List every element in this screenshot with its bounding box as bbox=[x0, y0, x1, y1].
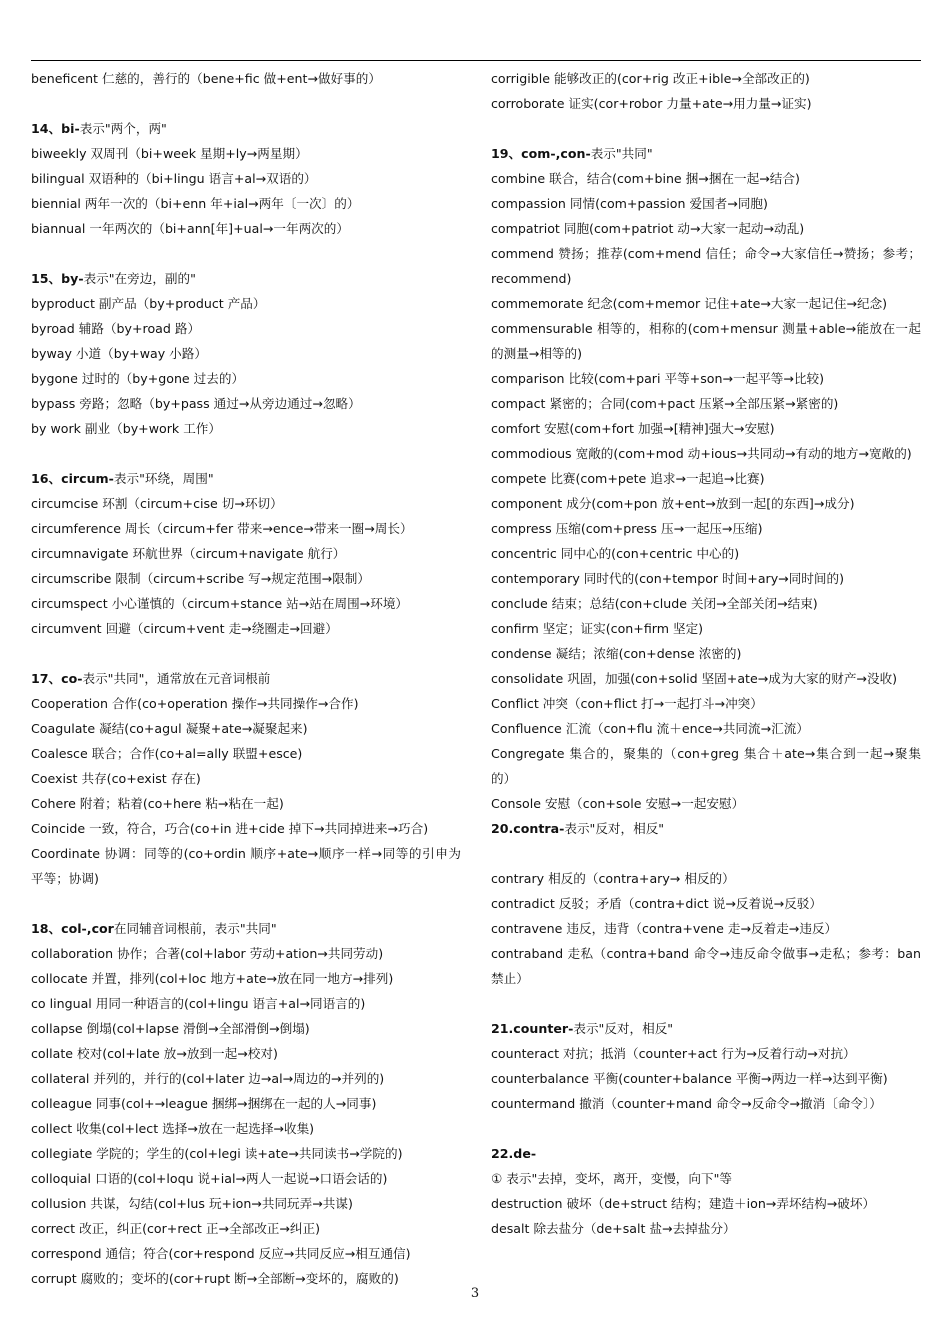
vocab-entry: circumference 周长（circum+fer 带来→ence→带来一圈→周长） bbox=[31, 521, 413, 536]
spacer bbox=[491, 1116, 921, 1141]
right-column bbox=[491, 66, 921, 1241]
section-heading bbox=[491, 141, 921, 166]
section-description: 在同辅音词根前，表示"共同" bbox=[113, 921, 277, 936]
vocab-entry: Cohere 附着；粘着(co+here 粘→粘在一起) bbox=[31, 796, 284, 811]
vocab-entry: ① 表示"去掉，变坏，离开，变慢，向下"等 bbox=[491, 1171, 732, 1186]
vocab-entry: commensurable 相等的，相称的(com+mensur 测量+able→能放在一起的测量→相等的) bbox=[491, 321, 921, 361]
vocab-entry: collate 校对(col+late 放→放到一起→校对) bbox=[31, 1046, 278, 1061]
section-heading bbox=[31, 916, 461, 941]
vocab-entry: commemorate 纪念(com+memor 记住+ate→大家一起记住→纪念) bbox=[491, 296, 888, 311]
vocab-entry: contemporary 同时代的(con+tempor 时间+ary→同时间的) bbox=[491, 571, 845, 586]
vocab-entry: component 成分(com+pon 放+ent→放到一起[的东西]→成分) bbox=[491, 496, 855, 511]
vocab-entry: commodious 宽敞的(com+mod 动+ious→共同动→有动的地方→宽敞的) bbox=[491, 446, 912, 461]
vocab-entry: corrigible 能够改正的(cor+rig 改正+ible→全部改正的) bbox=[491, 71, 810, 86]
section-prefix: 14、bi- bbox=[31, 121, 80, 136]
section-description: 表示"环绕，周围" bbox=[113, 471, 214, 486]
section-heading bbox=[491, 816, 921, 841]
section-prefix: 21.counter- bbox=[491, 1021, 574, 1036]
section-prefix: 17、co- bbox=[31, 671, 83, 686]
vocab-entry: compete 比赛(com+pete 追求→一起追→比赛) bbox=[491, 471, 765, 486]
vocab-entry: bilingual 双语种的（bi+lingu 语言+al→双语的） bbox=[31, 171, 317, 186]
vocab-entry: contrary 相反的（contra+ary→ 相反的） bbox=[491, 871, 735, 886]
vocab-entry: commend 赞扬；推荐(com+mend 信任；命令→大家信任→赞扬；参考；recommend) bbox=[491, 246, 921, 286]
section-heading bbox=[31, 266, 461, 291]
vocab-entry: consolidate 巩固，加强(con+solid 坚固+ate→成为大家的财产→没收) bbox=[491, 671, 898, 686]
section-prefix: 15、by- bbox=[31, 271, 84, 286]
vocab-entry: Confluence 汇流（con+flu 流＋ence→共同流→汇流） bbox=[491, 721, 809, 736]
section-prefix: 19、com-,con- bbox=[491, 146, 591, 161]
vocab-entry: Conflict 冲突（con+flict 打→一起打斗→冲突） bbox=[491, 696, 763, 711]
vocab-entry: collapse 倒塌(col+lapse 滑倒→全部滑倒→倒塌) bbox=[31, 1021, 310, 1036]
section-description: 表示"共同" bbox=[590, 146, 653, 161]
vocab-entry: biannual 一年两次的（bi+ann[年]+ual→一年两次的） bbox=[31, 221, 349, 236]
vocab-entry: Coalesce 联合；合作(co+al=ally 联盟+esce) bbox=[31, 746, 303, 761]
vocab-entry: collusion 共谋，勾结(col+lus 玩+ion→共同玩弄→共谋) bbox=[31, 1196, 353, 1211]
vocab-entry: collateral 并列的，并行的(col+later 边→al→周边的→并列的) bbox=[31, 1071, 385, 1086]
vocab-entry: Coordinate 协调：同等的(co+ordin 顺序+ate→顺序一样→同等的引申为平等；协调) bbox=[31, 846, 461, 886]
section-heading bbox=[491, 1141, 921, 1166]
section-heading bbox=[31, 116, 461, 141]
vocab-entry: desalt 除去盐分（de+salt 盐→去掉盐分） bbox=[491, 1221, 736, 1236]
spacer bbox=[491, 116, 921, 141]
vocab-entry: circumnavigate 环航世界（circum+navigate 航行） bbox=[31, 546, 346, 561]
section-description: 表示"反对，相反" bbox=[573, 1021, 674, 1036]
spacer bbox=[491, 841, 921, 866]
vocab-entry: contraband 走私（contra+band 命令→违反命令做事→走私；参考：ban 禁止） bbox=[491, 946, 921, 986]
section-heading bbox=[491, 1016, 921, 1041]
spacer bbox=[31, 641, 461, 666]
vocab-entry: comparison 比较(com+pari 平等+son→一起平等→比较) bbox=[491, 371, 825, 386]
vocab-entry: compatriot 同胞(com+patriot 动→大家一起动→动乱) bbox=[491, 221, 805, 236]
section-prefix: 22.de- bbox=[491, 1146, 537, 1161]
vocab-entry: Coagulate 凝结(co+agul 凝聚+ate→凝聚起来) bbox=[31, 721, 308, 736]
vocab-entry: byway 小道（by+way 小路） bbox=[31, 346, 207, 361]
spacer bbox=[31, 441, 461, 466]
vocab-entry: correspond 通信；符合(cor+respond 反应→共同反应→相互通信) bbox=[31, 1246, 411, 1261]
spacer bbox=[491, 991, 921, 1016]
section-prefix: 16、circum- bbox=[31, 471, 114, 486]
vocab-entry: Congregate 集合的，聚集的（con+greg 集合＋ate→集合到一起→聚集的） bbox=[491, 746, 921, 786]
vocab-entry: concentric 同中心的(con+centric 中心的) bbox=[491, 546, 740, 561]
vocab-entry: countermand 撤消（counter+mand 命令→反命令→撤消〔命令〕） bbox=[491, 1096, 882, 1111]
vocab-entry: bygone 过时的（by+gone 过去的） bbox=[31, 371, 245, 386]
section-heading bbox=[31, 466, 461, 491]
vocab-entry: conclude 结束；总结(con+clude 关闭→全部关闭→结束) bbox=[491, 596, 818, 611]
vocab-entry: circumcise 环割（circum+cise 切→环切） bbox=[31, 496, 283, 511]
vocab-entry: collocate 并置，排列(col+loc 地方+ate→放在同一地方→排列) bbox=[31, 971, 394, 986]
vocab-entry: contravene 违反，违背（contra+vene 走→反着走→违反） bbox=[491, 921, 838, 936]
vocab-entry: comfort 安慰(com+fort 加强→[精神]强大→安慰) bbox=[491, 421, 775, 436]
spacer bbox=[31, 241, 461, 266]
section-description: 表示"共同"，通常放在元音词根前 bbox=[82, 671, 271, 686]
vocab-entry: Console 安慰（con+sole 安慰→一起安慰） bbox=[491, 796, 745, 811]
vocab-entry: condense 凝结；浓缩(con+dense 浓密的) bbox=[491, 646, 742, 661]
section-prefix: 20.contra- bbox=[491, 821, 565, 836]
header-rule bbox=[31, 60, 921, 61]
vocab-entry: compress 压缩(com+press 压→一起压→压缩) bbox=[491, 521, 763, 536]
vocab-entry: destruction 破坏（de+struct 结构；建造＋ion→弄坏结构→破坏） bbox=[491, 1196, 876, 1211]
vocab-entry: byproduct 副产品（by+product 产品） bbox=[31, 296, 266, 311]
vocab-entry: biweekly 双周刊（bi+week 星期+ly→两星期） bbox=[31, 146, 308, 161]
section-heading bbox=[31, 666, 461, 691]
spacer bbox=[31, 91, 461, 116]
vocab-entry: circumvent 回避（circum+vent 走→绕圈走→回避） bbox=[31, 621, 338, 636]
vocab-entry: bypass 旁路；忽略（by+pass 通过→从旁边通过→忽略） bbox=[31, 396, 361, 411]
section-description: 表示"两个，两" bbox=[79, 121, 167, 136]
vocab-entry: colleague 同事(col+→league 捆绑→捆绑在一起的人→同事) bbox=[31, 1096, 377, 1111]
vocab-entry: correct 改正，纠正(cor+rect 正→全部改正→纠正) bbox=[31, 1221, 321, 1236]
vocab-entry: Cooperation 合作(co+operation 操作→共同操作→合作) bbox=[31, 696, 359, 711]
vocab-entry: contradict 反驳；矛盾（contra+dict 说→反着说→反驳） bbox=[491, 896, 822, 911]
section-description: 表示"在旁边，副的" bbox=[83, 271, 196, 286]
vocab-entry: colloquial 口语的(col+loqu 说+ial→两人一起说→口语会话的) bbox=[31, 1171, 388, 1186]
vocab-entry: byroad 辅路（by+road 路） bbox=[31, 321, 201, 336]
vocab-entry: compassion 同情(com+passion 爱国者→同胞) bbox=[491, 196, 768, 211]
vocab-entry: Coexist 共存(co+exist 存在) bbox=[31, 771, 201, 786]
vocab-entry: compact 紧密的；合同(com+pact 压紧→全部压紧→紧密的) bbox=[491, 396, 839, 411]
vocab-entry: circumscribe 限制（circum+scribe 写→规定范围→限制） bbox=[31, 571, 370, 586]
vocab-entry: corrupt 腐败的；变坏的(cor+rupt 断→全部断→变坏的，腐败的) bbox=[31, 1271, 399, 1286]
left-column bbox=[31, 66, 461, 1291]
vocab-entry: circumspect 小心谨慎的（circum+stance 站→站在周围→环境） bbox=[31, 596, 409, 611]
vocab-entry: confirm 坚定；证实(con+firm 坚定) bbox=[491, 621, 704, 636]
vocab-entry: collegiate 学院的；学生的(col+legi 读+ate→共同读书→学院的) bbox=[31, 1146, 403, 1161]
vocab-entry: counteract 对抗；抵消（counter+act 行为→反着行动→对抗） bbox=[491, 1046, 856, 1061]
vocab-entry: counterbalance 平衡(counter+balance 平衡→两边一样→达到平衡) bbox=[491, 1071, 888, 1086]
page-number: 3 bbox=[470, 1286, 480, 1301]
vocab-entry: collaboration 协作；合著(col+labor 劳动+ation→共同劳动) bbox=[31, 946, 384, 961]
vocab-entry: biennial 两年一次的（bi+enn 年+ial→两年〔一次〕的） bbox=[31, 196, 360, 211]
vocab-entry: Coincide 一致，符合，巧合(co+in 进+cide 掉下→共同掉进来→巧合) bbox=[31, 821, 429, 836]
vocab-entry: beneficent 仁慈的，善行的（bene+fic 做+ent→做好事的） bbox=[31, 71, 381, 86]
vocab-entry: corroborate 证实(cor+robor 力量+ate→用力量→证实) bbox=[491, 96, 812, 111]
vocab-entry: collect 收集(col+lect 选择→放在一起选择→收集) bbox=[31, 1121, 315, 1136]
spacer bbox=[31, 891, 461, 916]
section-prefix: 18、col-,cor bbox=[31, 921, 114, 936]
vocab-entry: by work 副业（by+work 工作） bbox=[31, 421, 221, 436]
vocab-entry: co lingual 用同一种语言的(col+lingu 语言+al→同语言的) bbox=[31, 996, 366, 1011]
vocab-entry: combine 联合，结合(com+bine 捆→捆在一起→结合) bbox=[491, 171, 800, 186]
section-description: 表示"反对，相反" bbox=[564, 821, 665, 836]
